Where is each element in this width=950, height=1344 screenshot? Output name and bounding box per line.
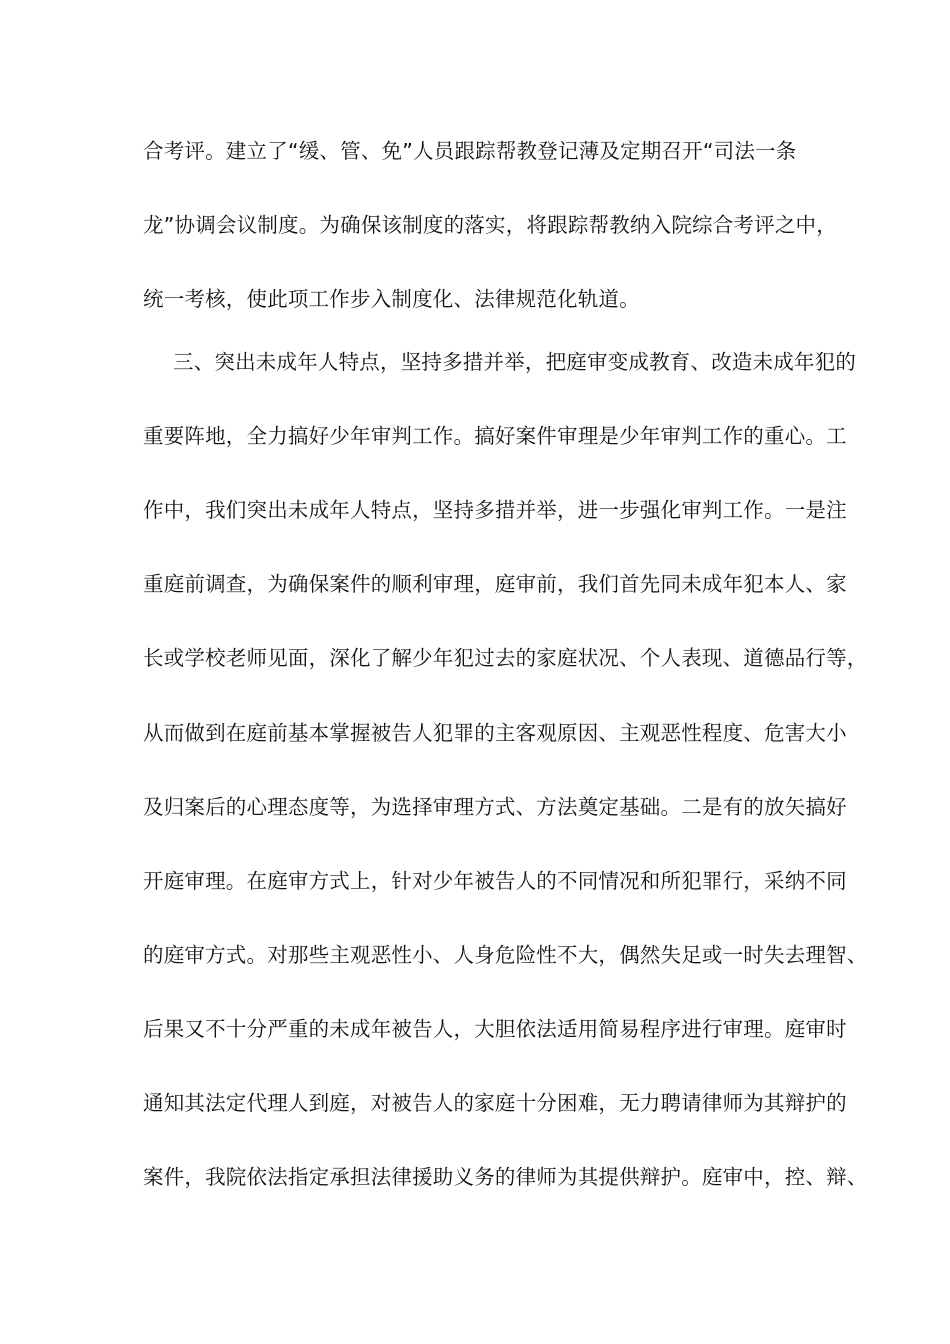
text-line: 从而做到在庭前基本掌握被告人犯罪的主客观原因、主观恶性程度、危害大小 [143,721,847,745]
text-line: 重庭前调查，为确保案件的顺利审理，庭审前，我们首先同未成年犯本人、家 [143,572,847,596]
text-line: 重要阵地，全力搞好少年审判工作。搞好案件审理是少年审判工作的重心。工 [143,424,847,448]
text-line: 开庭审理。在庭审方式上，针对少年被告人的不同情况和所犯罪行，采纳不同 [143,869,847,893]
text-line: 的庭审方式。对那些主观恶性小、人身危险性不大，偶然失足或一时失去理智、 [143,943,868,967]
text-line: 案件，我院依法指定承担法律援助义务的律师为其提供辩护。庭审中，控、辩、 [143,1165,868,1189]
text-line: 通知其法定代理人到庭，对被告人的家庭十分困难，无力聘请律师为其辩护的 [143,1091,847,1115]
text-line: 及归案后的心理态度等，为选择审理方式、方法奠定基础。二是有的放矢搞好 [143,795,847,819]
text-line: 后果又不十分严重的未成年被告人，大胆依法适用简易程序进行审理。庭审时 [143,1017,847,1041]
text-line: 龙”协调会议制度。为确保该制度的落实，将跟踪帮教纳入院综合考评之中， [143,213,837,237]
paragraph-start-line: 三、突出未成年人特点，坚持多措并举，把庭审变成教育、改造未成年犯的 [173,350,857,374]
text-line: 合考评。建立了“缓、管、免”人员跟踪帮教登记薄及定期召开“司法一条 [143,139,797,163]
text-line: 作中，我们突出未成年人特点，坚持多措并举，进一步强化审判工作。一是注 [143,498,847,522]
text-line: 统一考核，使此项工作步入制度化、法律规范化轨道。 [143,287,640,311]
text-line: 长或学校老师见面，深化了解少年犯过去的家庭状况、个人表现、道德品行等， [143,646,868,670]
